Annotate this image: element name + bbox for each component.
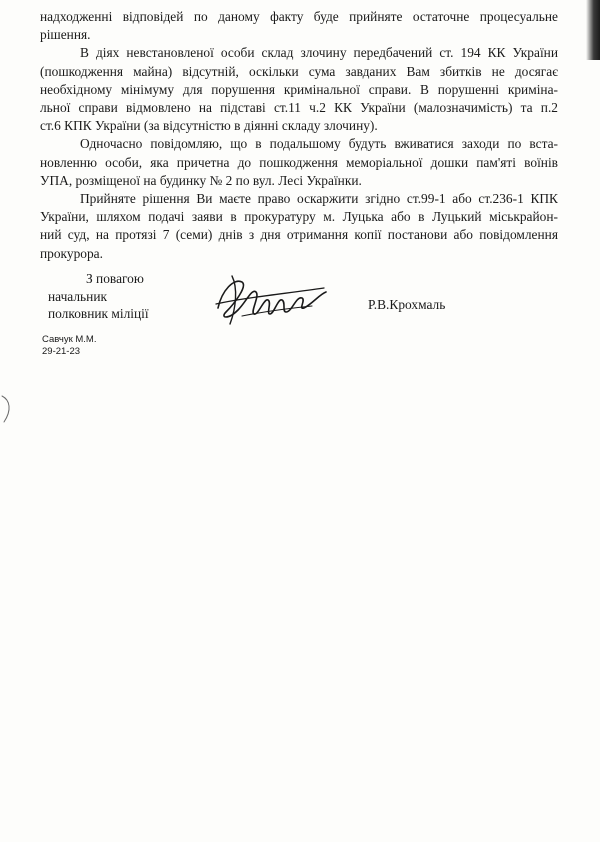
text-line: ний суд, на протязі 7 (семи) днів з дня отримання копії постанови або повідомлення: [40, 227, 558, 243]
signer-rank: полковник міліції: [48, 306, 149, 321]
closing-regards: З повагою: [86, 271, 144, 286]
text-line: Прийняте рішення Ви маєте право оскаржити згідно ст.99-1 або ст.236-1 КПК: [80, 191, 558, 207]
letter-body: [40, 8, 558, 263]
text-line: необхідному мінімуму для порушення кримінальної справи. В порушенні криміна-: [40, 81, 558, 97]
text-line: новленню особи, яка причетна до пошкодження меморіальної дошки пам'яті воїнів: [40, 154, 558, 170]
text-line: льної справи відмовлено на підставі ст.11 ч.2 КК України (малозначимість) та п.2: [40, 100, 558, 116]
text-line: України, шляхом подачі заяви в прокуратуру м. Луцька або в Луцький міськрайон-: [40, 209, 558, 225]
text-line: Одночасно повідомляю, що в подальшому будуть вживатися заходи по вста-: [80, 136, 558, 152]
paragraph-1: [40, 8, 558, 44]
signer-position: начальник: [48, 288, 107, 304]
executor-name: Савчук М.М.: [42, 334, 97, 345]
text-line: (пошкодження майна) відсутній, оскільки сума завданих Вам збитків не досягає: [40, 63, 558, 79]
scan-edge-shadow: [586, 0, 600, 60]
text-line: рішення.: [40, 27, 91, 43]
text-line: В діях невстановленої особи склад злочину передбачений ст. 194 КК України: [80, 45, 558, 61]
closing-block: [48, 270, 149, 323]
text-line: ст.6 КПК України (за відсутністю в діянні складу злочину).: [40, 118, 378, 134]
executor-block: [42, 334, 96, 357]
paragraph-3: [40, 135, 558, 190]
text-line: УПА, розміщеної на будинку № 2 по вул. Лесі Українки.: [40, 172, 362, 188]
text-line: прокурора.: [40, 245, 103, 261]
scan-artifact-mark: [0, 392, 16, 426]
signer-name: Р.В.Крохмаль: [368, 297, 446, 312]
executor-phone: 29-21-23: [42, 345, 81, 357]
handwritten-signature: [212, 268, 330, 330]
paragraph-2: [40, 44, 558, 135]
paragraph-4: [40, 190, 558, 263]
text-line: надходженні відповідей по даному факту буде прийняте остаточне процесуальне: [40, 9, 558, 24]
